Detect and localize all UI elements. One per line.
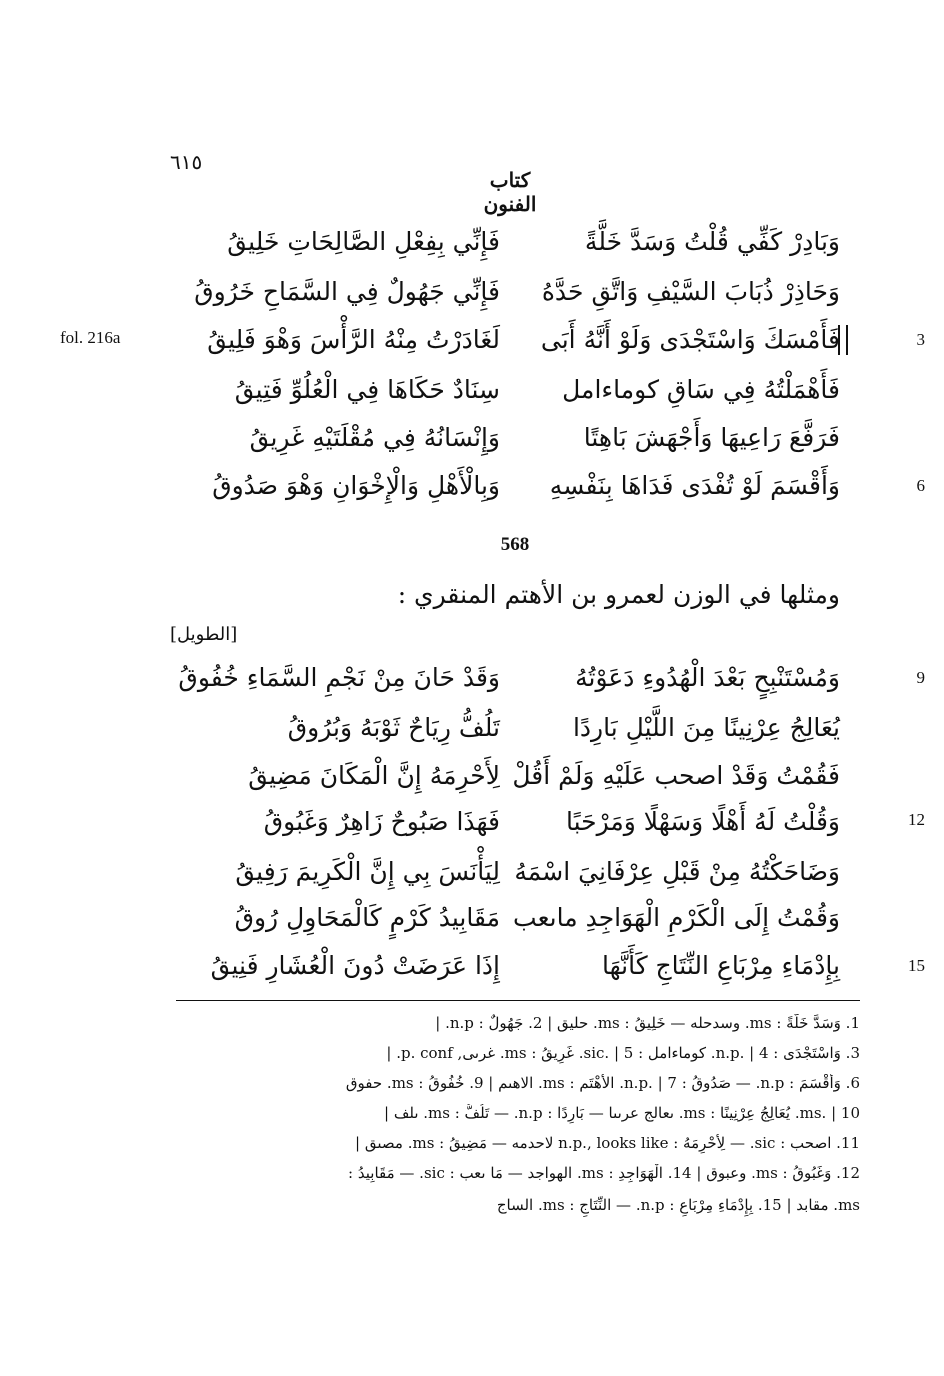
- verse-row: [180, 946, 840, 990]
- verse-second-hemistich: فَإِنِّي بِفِعْلِ الصَّالِحَاتِ خَلِيقُ: [227, 227, 500, 256]
- verse-row: [180, 852, 840, 896]
- verse-row: [180, 320, 840, 364]
- verse-row: [180, 418, 840, 462]
- footnote-line: 11. اصحب : sic. — لِأَحْرِمَهُ : n.p., looks like لاحدمه — مَضِيقُ : ms. مصىق |: [355, 1134, 860, 1152]
- footnote-line: ms. مقابد | 15. بِإِدْمَاءِ مِرْبَاعِ : n.p. — النِّتَاجِ : ms. الساج: [496, 1196, 860, 1214]
- verse-second-hemistich: وَإِنْسَانُهُ فِي مُقْلَتَيْهِ غَرِيقُ: [249, 423, 500, 452]
- verse-second-hemistich: لِأَحْرِمَهُ إِنَّ الْمَكَانَ مَضِيقُ: [248, 761, 500, 790]
- line-number: 3: [916, 330, 925, 349]
- verse-row: [180, 658, 840, 702]
- verse-first-hemistich: وَضَاحَكْتُهُ مِنْ قَبْلِ عِرْفَانِيَ اسْمَهُ: [514, 857, 840, 886]
- page-number: ٦١٥: [170, 150, 203, 174]
- footnote-rule: [176, 1000, 860, 1001]
- running-title: كتاب الفنون: [483, 168, 537, 216]
- line-number: 6: [916, 476, 925, 495]
- verse-second-hemistich: مَقَابِيدُ كَرْمٍ كَالْمَحَاوِلِ رُوقُ: [234, 903, 500, 932]
- verse-second-hemistich: لِيَأْنَسَ بِي إِنَّ الْكَرِيمَ رَفِيقُ: [235, 857, 500, 886]
- verse-first-hemistich: وَقُلْتُ لَهُ أَهْلًا وَسَهْلًا وَمَرْحَبًا: [565, 807, 840, 836]
- verse-first-hemistich: وَقُمْتُ إِلَى الْكَرْمِ الْهَوَاجِدِ ماىعب: [513, 903, 840, 932]
- line-number: 9: [916, 668, 925, 687]
- verse-row: [180, 370, 840, 414]
- verse-first-hemistich: فَأَمْسَكَ وَاسْتَجْدَى وَلَوْ أَنَّهُ أَبَى: [540, 325, 840, 354]
- footnote-line: 6. وَأَقْسَمَ : n.p. — صَدُوقُ : n.p. | 7. الأَهْتَم : ms. الاهىم | 9. خُفُوقُ : ms. حفوق: [345, 1074, 860, 1092]
- verse-row: [180, 272, 840, 316]
- verse-first-hemistich: يُعَالِجُ عِرْنِينًا مِنَ اللَّيْلِ بَارِدًا: [572, 713, 840, 742]
- verse-first-hemistich: وَأَقْسَمَ لَوْ تُفْدَى فَدَاهَا بِنَفْسِهِ: [549, 471, 840, 500]
- meter-label: [الطويل]: [170, 624, 238, 645]
- line-number: 12: [908, 810, 925, 829]
- verse-first-hemistich: بِإِدْمَاءِ مِرْبَاعِ النِّتَاجِ كَأَنَّهَا: [601, 951, 840, 980]
- verse-row: [180, 898, 840, 942]
- verse-first-hemistich: وَمُسْتَنْبِحٍ بَعْدَ الْهُدُوءِ دَعَوْتُهُ: [575, 663, 840, 692]
- intro-line: ومثلها في الوزن لعمرو بن الأهتم المنقري :: [397, 580, 840, 609]
- section-number: 568: [500, 534, 530, 555]
- verse-first-hemistich: فَرَفَّعَ رَاعِيهَا وَأَجْهَشَ بَاهِتًا: [583, 423, 840, 452]
- verse-row: [180, 802, 840, 846]
- folio-marker-bar: [838, 325, 848, 355]
- footnote-line: 12. وَغَبُوقُ : ms. وعبوق | 14. الْهَوَاجِدِ : ms. الهواجد — مَا ىعب : sic. — مَقَابِيدُ :: [348, 1164, 860, 1182]
- verse-row: [180, 708, 840, 752]
- verse-second-hemistich: سِنَادٌ حَكَاهَا فِي الْعُلُوِّ فَتِيقُ: [234, 375, 500, 404]
- footnote-line: 1. وَسَدَّ خَلَّةً : ms. وسدحله — خَلِيقُ : ms. حليق | 2. جَهُولٌ : n.p. |: [435, 1014, 860, 1032]
- verse-row: [180, 756, 840, 800]
- verse-second-hemistich: تَلُفُّ رِيَاحٌ ثَوْبَهُ وَبُرُوقُ: [287, 713, 500, 742]
- footnote-line: 3. وَاسْتَجْدَى : n.p. | 4. كوماءامل : sic. | 5. غَرِيقُ : ms. غرىى, p. conf. |: [386, 1044, 860, 1062]
- verse-row: [180, 466, 840, 510]
- line-number: 15: [908, 956, 925, 975]
- verse-row: [180, 222, 840, 266]
- verse-second-hemistich: وَبِالْأَهْلِ وَالْإِخْوَانِ وَهْوَ صَدُوقُ: [212, 471, 500, 500]
- verse-second-hemistich: فَإِنِّي جَهُولٌ فِي السَّمَاحِ خَرُوقُ: [194, 277, 500, 306]
- verse-first-hemistich: وَبَادِرْ كَفِّي قُلْتُ وَسَدَّ خَلَّةً: [584, 227, 840, 256]
- verse-second-hemistich: وَقَدْ حَانَ مِنْ نَجْمِ السَّمَاءِ خُفُوقُ: [178, 663, 500, 692]
- verse-first-hemistich: فَأَهْمَلْتُهُ فِي سَاقِ كوماءامل: [562, 375, 840, 404]
- verse-second-hemistich: إِذَا عَرَضَتْ دُونَ الْعُشَارِ فَنِيقُ: [210, 951, 500, 980]
- footnote-line: ms. | 10. يُعَالِجُ عِرْنِينًا : ms. ىعالج عرىىا — بَارِدًا : n.p. — تَلُفُّ : ms. ىلف |: [384, 1104, 860, 1122]
- verse-second-hemistich: لَغَادَرْتُ مِنْهُ الرَّأْسَ وَهْوَ فَلِيقُ: [207, 325, 500, 354]
- verse-first-hemistich: فَقُمْتُ وَقَدْ اصحب عَلَيْهِ وَلَمْ أَقُلْ: [512, 761, 840, 790]
- folio-note: fol. 216a: [60, 328, 121, 347]
- verse-first-hemistich: وَحَاذِرْ ذُبَابَ السَّيْفِ وَاتَّقِ حَدَّهُ: [541, 277, 840, 306]
- verse-second-hemistich: فَهَذَا صَبُوحٌ زَاهِرٌ وَغَبُوقُ: [263, 807, 500, 836]
